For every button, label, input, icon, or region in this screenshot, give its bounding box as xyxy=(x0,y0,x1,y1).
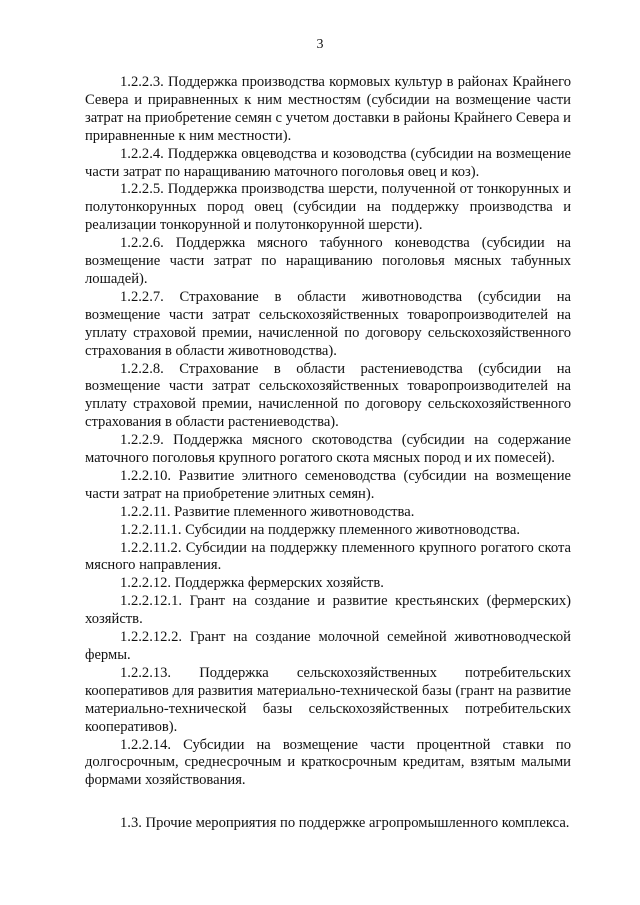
paragraph-1-2-2-14: 1.2.2.14. Субсидии на возмещение части процентной ставки по долгосрочным, среднесрочным и краткосрочным кредитам, взятым малыми формами хозяйствования. xyxy=(85,736,571,789)
document-body xyxy=(85,74,571,833)
paragraph-1-2-2-4: 1.2.2.4. Поддержка овцеводства и козоводства (субсидии на возмещение части затрат по наращиванию маточного поголовья овец и коз). xyxy=(85,145,571,180)
paragraph-1-2-2-9: 1.2.2.9. Поддержка мясного скотоводства (субсидии на содержание маточного поголовья крупного рогатого скота мясных пород и их помесей). xyxy=(85,432,571,467)
paragraph-1-2-2-11: 1.2.2.11. Развитие племенного животноводства. xyxy=(120,503,415,520)
paragraph-1-2-2-6: 1.2.2.6. Поддержка мясного табунного коневодства (субсидии на возмещение части затрат по наращиванию поголовья мясных табунных лошадей). xyxy=(85,235,571,287)
paragraph-1-2-2-8: 1.2.2.8. Страхование в области растениеводства (субсидии на возмещение части затрат сельскохозяйственных товаропроизводителей на уплату страховой премии, начисленной по договору сельскохозяйственного страхования в области растениеводства). xyxy=(85,360,571,431)
paragraph-1-3: 1.3. Прочие мероприятия по поддержке агропромышленного комплекса. xyxy=(120,815,570,832)
paragraph-1-2-2-5: 1.2.2.5. Поддержка производства шерсти, полученной от тонкорунных и полутонкорунных пород овец (субсидии на поддержку производства и реализации тонкорунной и полутонкорунной шерсти). xyxy=(85,181,571,234)
paragraph-1-2-2-10: 1.2.2.10. Развитие элитного семеноводства (субсидии на возмещение части затрат на приобретение элитных семян). xyxy=(85,467,571,502)
page-number: 3 xyxy=(316,37,324,52)
paragraph-1-2-2-12: 1.2.2.12. Поддержка фермерских хозяйств. xyxy=(120,575,384,592)
paragraph-1-2-2-12-2: 1.2.2.12.2. Грант на создание молочной семейной животноводческой фермы. xyxy=(85,629,571,663)
paragraph-1-2-2-11-1: 1.2.2.11.1. Субсидии на поддержку племенного животноводства. xyxy=(120,521,520,538)
paragraph-1-2-2-12-1: 1.2.2.12.1. Грант на создание и развитие крестьянских (фермерских) хозяйств. xyxy=(85,593,571,628)
paragraph-1-2-2-7: 1.2.2.7. Страхование в области животноводства (субсидии на возмещение части затрат сельскохозяйственных товаропроизводителей на уплату страховой премии, начисленной по договору сельскохозяйственного страхования в области животноводства). xyxy=(85,288,571,359)
paragraph-1-2-2-13: 1.2.2.13. Поддержка сельскохозяйственных потребительских кооперативов для развития материально-технической базы (грант на развитие материально-технической базы сельскохозяйственных потребительских кооперативов). xyxy=(85,664,571,735)
paragraph-1-2-2-11-2: 1.2.2.11.2. Субсидии на поддержку племенного крупного рогатого скота мясного направления. xyxy=(85,539,571,574)
paragraph-1-2-2-3: 1.2.2.3. Поддержка производства кормовых культур в районах Крайнего Севера и приравненных к ним местностям (субсидии на возмещение части затрат на приобретение семян с учетом доставки в районы Крайнего Севера и приравненные к ним местности). xyxy=(85,74,571,144)
